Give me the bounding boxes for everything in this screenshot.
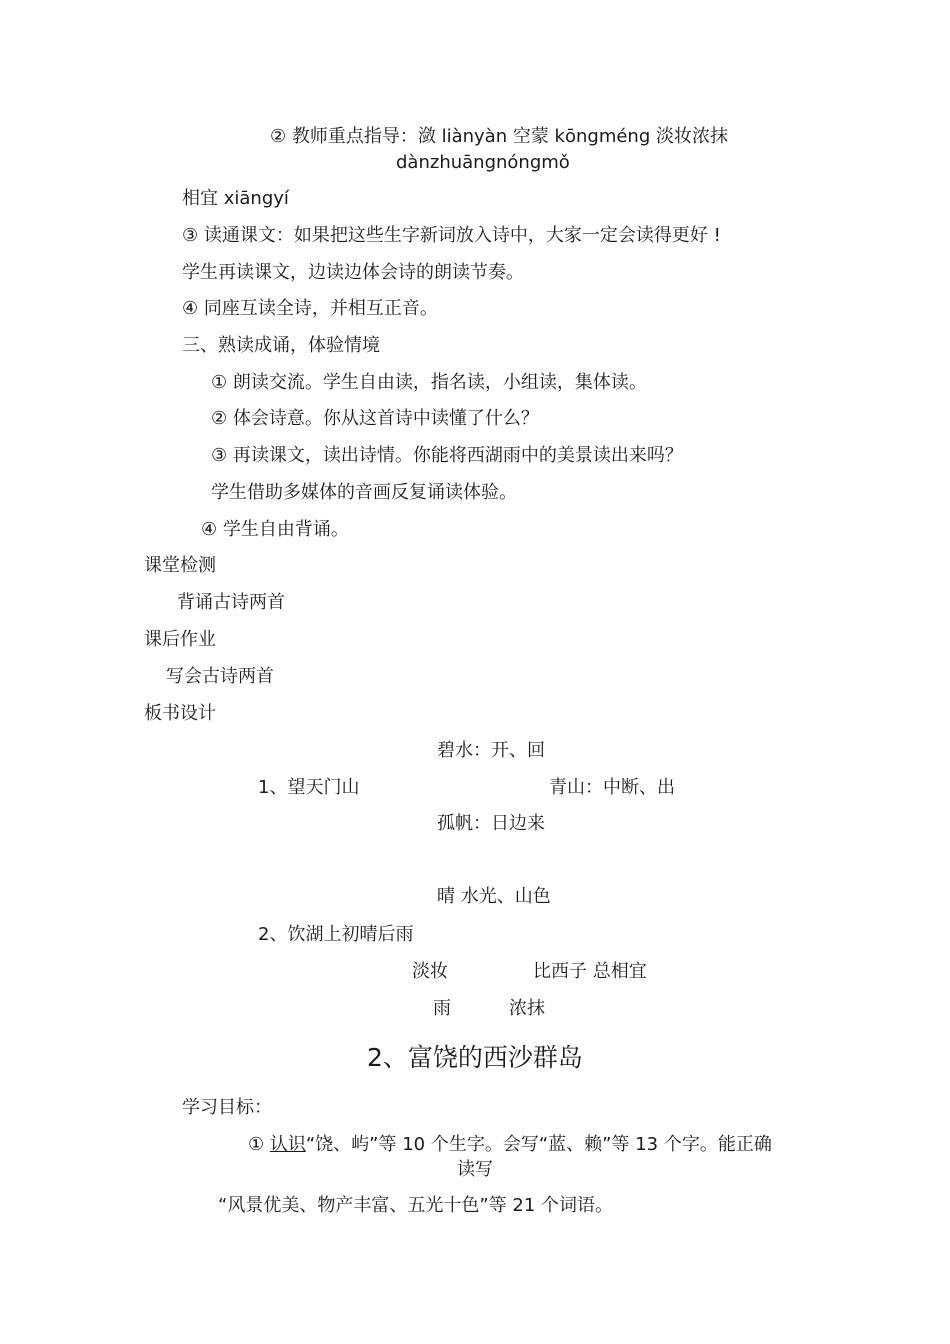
board-poem-one-title: 1、望天门山 <box>258 777 360 798</box>
goal-one-text: “饶、屿”等 10 个生字。会写“蓝、赖”等 13 个字。能正确 <box>305 1134 772 1155</box>
board-nongmo: 浓抹 <box>509 998 545 1019</box>
classroom-check-content: 背诵古诗两首 <box>177 592 285 613</box>
lesson-two-title: 2、富饶的西沙群岛 <box>367 1043 583 1072</box>
board-bishui: 碧水：开、回 <box>437 740 545 761</box>
board-qingshan: 青山：中断、出 <box>549 777 675 798</box>
learning-goals-label: 学习目标： <box>182 1097 272 1118</box>
goal-one-number: ① <box>248 1134 270 1155</box>
classroom-check-heading: 课堂检测 <box>144 555 216 576</box>
learning-goal-one-continued: 读写 <box>457 1159 493 1180</box>
section-three-heading: 三、熟读成诵，体验情境 <box>182 335 380 356</box>
reread-emotion-line: ③ 再读课文，读出诗情。你能将西湖雨中的美景读出来吗？ <box>211 445 683 466</box>
goal-one-underlined-term: 认识 <box>269 1134 306 1155</box>
homework-content: 写会古诗两首 <box>166 666 274 687</box>
read-through-line: ③ 读通课文：如果把这些生字新词放入诗中，大家一定会读得更好 ! <box>182 225 721 246</box>
board-yu: 雨 <box>433 998 451 1019</box>
learning-goal-one <box>248 1134 772 1156</box>
teacher-guidance-line: ② 教师重点指导：潋 liànyàn 空蒙 kōngméng 淡妆浓抹 <box>270 126 728 147</box>
reading-exchange-line: ① 朗读交流。学生自由读，指名读，小组读，集体读。 <box>211 372 647 393</box>
student-reread-line: 学生再读课文，边读边体会诗的朗读节奏。 <box>182 262 524 283</box>
board-gufan: 孤帆：日边来 <box>437 813 545 834</box>
teacher-guidance-xiangyi: 相宜 xiāngyí <box>182 188 289 209</box>
board-bixizi: 比西子 总相宜 <box>533 961 647 982</box>
board-qing: 晴 水光、山色 <box>437 886 551 907</box>
peer-reading-line: ④ 同座互读全诗，并相互正音。 <box>182 298 438 319</box>
board-poem-two-title: 2、饮湖上初晴后雨 <box>258 924 414 945</box>
free-recitation-line: ④ 学生自由背诵。 <box>201 519 349 540</box>
teacher-guidance-pinyin: dànzhuāngnóngmǒ <box>396 152 570 173</box>
homework-heading: 课后作业 <box>144 629 216 650</box>
poem-meaning-line: ② 体会诗意。你从这首诗中读懂了什么？ <box>211 408 539 429</box>
learning-goal-one-words: “风景优美、物产丰富、五光十色”等 21 个词语。 <box>218 1195 613 1216</box>
board-danzhuang: 淡妆 <box>412 961 448 982</box>
multimedia-reading-line: 学生借助多媒体的音画反复诵读体验。 <box>211 482 517 503</box>
board-design-heading: 板书设计 <box>144 703 216 724</box>
